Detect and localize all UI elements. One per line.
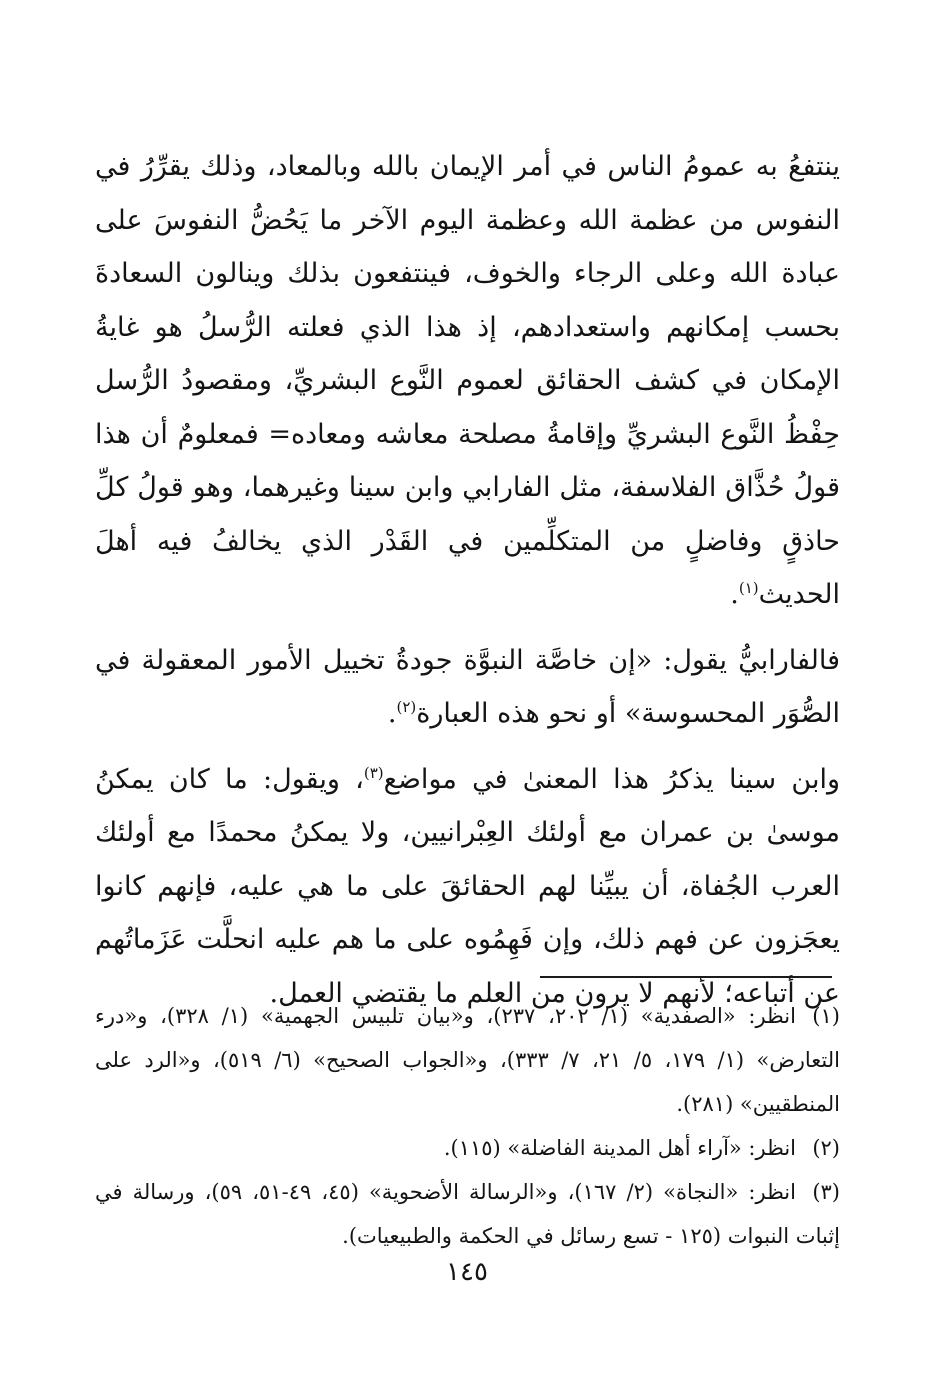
paragraph-1 (95, 140, 840, 622)
footnotes (95, 994, 840, 1258)
footnote-ref-3: (٣) (363, 763, 384, 782)
footnote-number: (٢) (812, 1136, 840, 1160)
footnote-text: انظر: «الصفدية» (١/ ٢٠٢، ٢٣٧)، و«بيان تلبيس الجهمية» (١/ ٣٢٨)، و«درء التعارض» (١/ ١٧٩، ٥/ ٢١، ٧/ ٣٣٣)، و«الجواب الصحيح» (٦/ ٥١٩)، و«الرد على المنطقيين» (٢٨١). (95, 1004, 840, 1116)
paragraph-1-text: ينتفعُ به عمومُ الناس في أمر الإيمان بالله وبالمعاد، وذلك يقرِّرُ في النفوس من عظمة الله وعظمة اليوم الآخر ما يَحُضُّ النفوسَ على عبادة الله وعلى الرجاء والخوف، فينتفعون بذلك وينالون السعادةَ بحسب إمكانهم واستعدادهم، إذ هذا الذي فعلته الرُّسلُ هو غايةُ الإمكان في كشف الحقائق لعموم النَّوع البشريِّ، ومقصودُ الرُّسل حِفْظُ النَّوع البشريِّ وإقامةُ مصلحة معاشه ومعاده= فمعلومٌ أن هذا قولُ حُذَّاق الفلاسفة، مثل الفارابي وابن سينا وغيرهما، وهو قولُ كلِّ حاذقٍ وفاضلٍ من المتكلِّمين في القَدْر الذي يخالفُ فيه أهلَ الحديث (95, 151, 840, 610)
footnote-ref-1: (١) (738, 579, 759, 597)
footnote-text: انظر: «النجاة» (٢/ ١٦٧)، و«الرسالة الأضحوية» (٤٥، ٤٩-٥١، ٥٩)، ورسالة في إثبات النبوات (١٢٥ - تسع رسائل في الحكمة والطبيعيات). (95, 1180, 840, 1248)
footnote-number: (١) (812, 1004, 840, 1028)
paragraph-1-end: . (730, 579, 739, 610)
paragraph-3-text-before: وابن سينا يذكرُ هذا المعنىٰ في مواضع (383, 763, 840, 795)
main-text (95, 140, 840, 1020)
paragraph-3 (95, 753, 840, 1021)
paragraph-2 (95, 634, 840, 741)
footnote-1 (95, 994, 840, 1126)
paragraph-2-end: . (387, 698, 397, 729)
paragraph-3-text-after: ، ويقول: ما كان يمكنُ موسىٰ بن عمران مع أولئك العِبْرانيين، ولا يمكنُ محمدًا مع أولئك العرب الجُفاة، أن يبيِّنا لهم الحقائقَ على ما هي عليه، فإنهم كانوا يعجَزون عن فهم ذلك، وإن فَهِمُوه على ما هم عليه انحلَّت عَزَماتُهم عن أتباعه؛ لأنهم لا يرون من العلم ما يقتضي العمل. (95, 763, 840, 1009)
footnote-3 (95, 1170, 840, 1258)
footnote-ref-2: (٢) (396, 698, 417, 716)
footnote-separator (540, 976, 832, 978)
footnote-2 (95, 1126, 840, 1170)
footnote-text: انظر: «آراء أهل المدينة الفاضلة» (١١٥). (443, 1136, 796, 1160)
paragraph-2-text: فالفارابيُّ يقول: «إن خاصَّة النبوَّة جودةُ تخييل الأمور المعقولة في الصُّوَر المحسوسة» أو نحو هذه العبارة (95, 644, 840, 729)
footnote-number: (٣) (812, 1180, 840, 1204)
page-number: ١٤٥ (446, 1257, 488, 1287)
